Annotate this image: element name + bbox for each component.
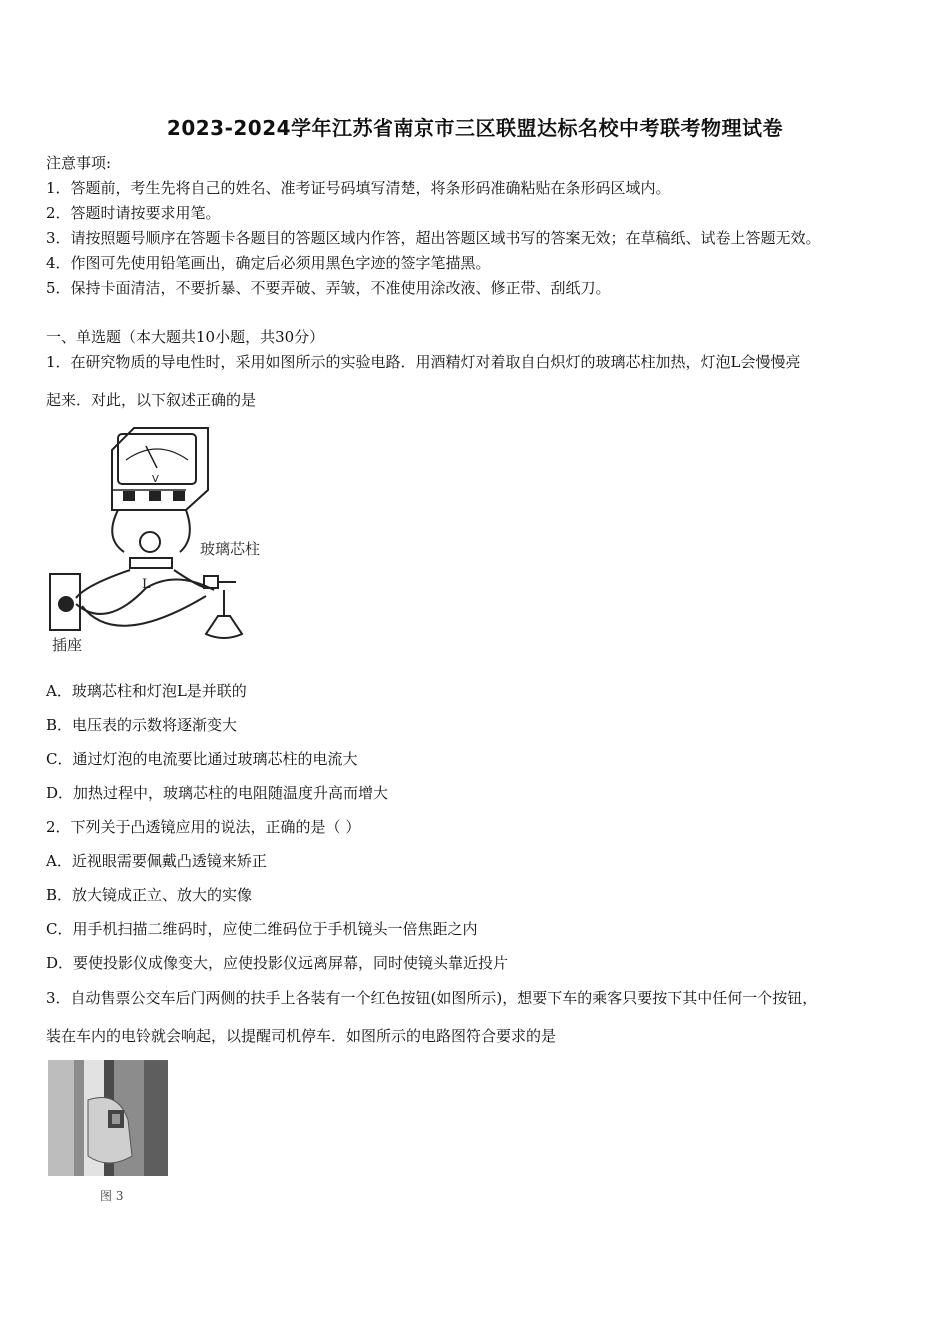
circuit-drawing — [46, 420, 306, 660]
q1-option-b: B．电压表的示数将逐渐变大 — [46, 716, 238, 734]
lamp-label: L — [142, 577, 151, 592]
section-heading: 一、单选题（本大题共10小题，共30分） — [46, 328, 325, 346]
note-item: 1．答题前，考生先将自己的姓名、准考证号码填写清楚，将条形码准确粘贴在条形码区域内。 — [46, 179, 671, 197]
q2-option-d: D．要使投影仪成像变大，应使投影仪远离屏幕，同时使镜头靠近投片 — [46, 954, 509, 972]
bulb-icon — [130, 532, 172, 568]
alcohol-lamp-icon — [204, 576, 242, 638]
q2-option-c: C．用手机扫描二维码时，应使二维码位于手机镜头一倍焦距之内 — [46, 920, 478, 938]
socket-label: 插座 — [52, 636, 83, 654]
voltmeter-icon — [112, 428, 208, 510]
figure-caption: 图 3 — [100, 1189, 124, 1203]
q1-stem-line1: 1．在研究物质的导电性时，采用如图所示的实验电路．用酒精灯对着取自白炽灯的玻璃芯柱加热，灯泡L会慢慢亮 — [46, 353, 801, 371]
q1-option-d: D．加热过程中，玻璃芯柱的电阻随温度升高而增大 — [46, 784, 389, 802]
q3-bus-button-photo — [48, 1060, 168, 1176]
meter-label: V — [152, 474, 159, 485]
q2-stem: 2．下列关于凸透镜应用的说法，正确的是（ ） — [46, 818, 361, 836]
bus-button-photo-drawing — [48, 1060, 168, 1176]
page-title: 2023-2024学年江苏省南京市三区联盟达标名校中考联考物理试卷 — [166, 116, 784, 140]
q3-stem-line2: 装在车内的电铃就会响起，以提醒司机停车．如图所示的电路图符合要求的是 — [46, 1027, 557, 1045]
q1-circuit-figure — [46, 420, 306, 660]
note-item: 3．请按照题号顺序在答题卡各题目的答题区域内作答，超出答题区域书写的答案无效；在草稿纸、试卷上答题无效。 — [46, 229, 821, 247]
q2-option-a: A．近视眼需要佩戴凸透镜来矫正 — [46, 852, 267, 870]
note-item: 4．作图可先使用铅笔画出，确定后必须用黑色字迹的签字笔描黑。 — [46, 254, 491, 272]
note-item: 2．答题时请按要求用笔。 — [46, 204, 221, 222]
socket-icon — [50, 574, 80, 630]
q2-option-b: B．放大镜成正立、放大的实像 — [46, 886, 253, 904]
q1-stem-line2: 起来．对此，以下叙述正确的是 — [46, 391, 257, 409]
notes-heading: 注意事项: — [46, 154, 112, 172]
glass-stem-label: 玻璃芯柱 — [200, 540, 261, 558]
q1-option-a: A．玻璃芯柱和灯泡L是并联的 — [46, 682, 247, 700]
q3-stem-line1: 3．自动售票公交车后门两侧的扶手上各装有一个红色按钮(如图所示)，想要下车的乘客只要按下其中任何一个按钮， — [46, 989, 818, 1007]
note-item: 5．保持卡面清洁，不要折暴、不要弄破、弄皱，不准使用涂改液、修正带、刮纸刀。 — [46, 279, 611, 297]
q1-option-c: C．通过灯泡的电流要比通过玻璃芯柱的电流大 — [46, 750, 358, 768]
